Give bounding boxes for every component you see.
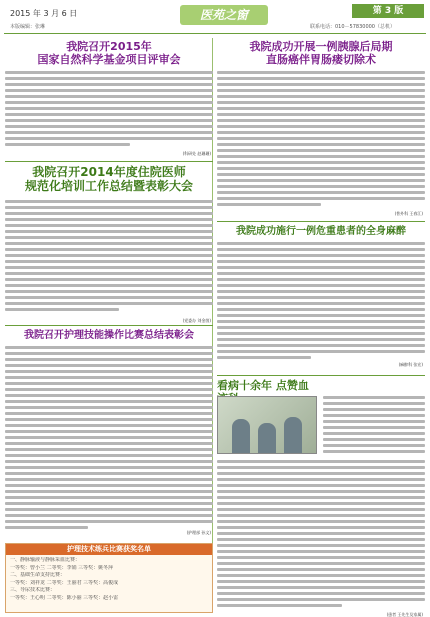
article-body bbox=[323, 396, 425, 456]
article-title: 我院召开2015年 bbox=[66, 40, 152, 53]
page-number: 第 3 版 bbox=[352, 4, 424, 18]
article-title: 国家自然科学基金项目评审会 bbox=[37, 52, 181, 66]
page-header bbox=[4, 2, 426, 34]
article-surgery bbox=[217, 40, 425, 216]
article-photo bbox=[217, 396, 317, 454]
article-byline: (普外科 王春江) bbox=[394, 211, 423, 216]
editor-credit: 本版编辑：张琳 bbox=[10, 24, 46, 30]
article-body bbox=[5, 346, 213, 532]
article-resident-training bbox=[5, 165, 213, 323]
divider bbox=[217, 221, 425, 222]
article-body bbox=[217, 71, 425, 209]
article-title: 看病十余年 点赞血 bbox=[217, 379, 309, 392]
article-anesthesia bbox=[217, 226, 425, 367]
winners-list bbox=[6, 555, 212, 604]
divider bbox=[217, 375, 425, 376]
winners-item: 一等奖：曾小兰 二等奖：李娟 三等奖：姚冬萍 bbox=[10, 564, 114, 571]
issue-date: 2015 年 3 月 6 日 bbox=[10, 9, 78, 18]
article-body bbox=[5, 200, 213, 314]
article-hematology bbox=[217, 379, 425, 617]
article-byline: (麻醉科 张宏) bbox=[398, 362, 423, 367]
article-title: 规范化培训工作总结暨表彰大会 bbox=[24, 178, 193, 193]
article-title: 直肠癌伴胃肠瘘切除术 bbox=[266, 52, 376, 66]
section-title: 医苑之窗 bbox=[180, 5, 268, 25]
winners-box bbox=[5, 543, 213, 613]
article-body bbox=[217, 242, 425, 362]
article-body bbox=[5, 71, 213, 149]
winners-item: 一等奖：刘祥龙 二等奖：王丽君 三等奖：高俊成 bbox=[10, 579, 119, 586]
article-body bbox=[217, 460, 425, 610]
article-byline: (护理部 孙文) bbox=[186, 530, 211, 535]
divider bbox=[5, 325, 213, 326]
article-title: 我院成功开展一例胰腺后局期 bbox=[249, 40, 393, 53]
divider bbox=[5, 161, 213, 162]
article-byline: (患者 王先生及家属) bbox=[386, 612, 423, 617]
winners-item: 一、静脉输液与静脉采血比赛： bbox=[10, 557, 81, 563]
article-title: 我院召开护理技能操作比赛总结表彰会 bbox=[24, 330, 194, 341]
article-byline: (党委办 刘金茵) bbox=[182, 318, 211, 323]
winners-item: 一等奖：王心明 二等奖：陈小丽 三等奖：赵小雷 bbox=[10, 594, 119, 601]
article-nsfc bbox=[5, 40, 213, 156]
article-nursing-skills bbox=[5, 330, 213, 535]
winners-item: 二、基础生命支持比赛： bbox=[10, 572, 66, 578]
article-byline: (科研处 赵珊珊) bbox=[182, 151, 211, 156]
winners-item: 三、导尿技术比赛： bbox=[10, 587, 56, 593]
article-title: 我院成功施行一例危重患者的全身麻醉 bbox=[236, 226, 406, 237]
article-title: 我院召开2014年度住院医师 bbox=[32, 165, 186, 179]
contact-phone: 联系电话：010－57830000（总机） bbox=[310, 24, 395, 30]
winners-title: 护理技术练兵比赛获奖名单 bbox=[6, 544, 212, 555]
